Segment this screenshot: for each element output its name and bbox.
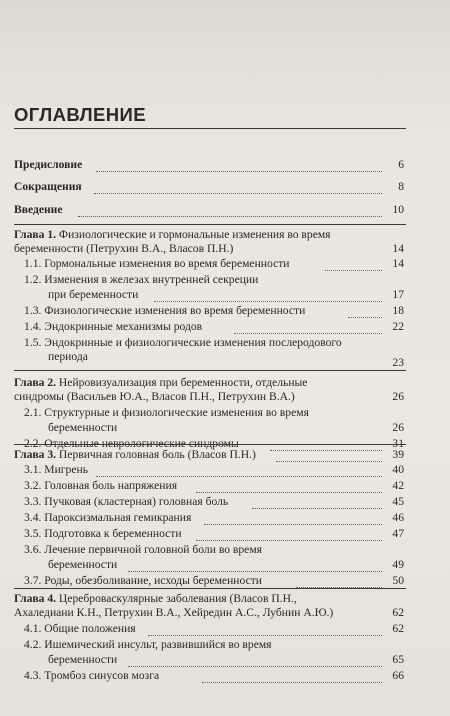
toc-entry-abbreviations[interactable] xyxy=(14,180,406,195)
entry-label: 3.6. Лечение первичной головной боли во время xyxy=(24,543,262,556)
dot-leader xyxy=(276,448,382,462)
page-number: 62 xyxy=(392,606,404,619)
entry-label: 3.1. Мигрень xyxy=(24,463,88,476)
dot-leader xyxy=(296,574,382,588)
dot-leader xyxy=(96,158,382,172)
entry-label: 4.1. Общие положения xyxy=(24,622,136,635)
dot-leader xyxy=(78,203,382,217)
entry-label: Сокращения xyxy=(14,180,82,193)
entry-label: 4.3. Тромбоз синусов мозга xyxy=(24,669,160,682)
page-number: 6 xyxy=(398,158,404,171)
chapter-1-heading[interactable] xyxy=(14,228,406,243)
page-number: 14 xyxy=(392,242,404,255)
dot-leader xyxy=(234,320,382,334)
toc-entry-3-1[interactable] xyxy=(14,463,406,478)
dot-leader xyxy=(204,511,382,525)
chapter-2-heading-cont[interactable] xyxy=(14,390,406,405)
page-number: 42 xyxy=(392,479,404,492)
dot-leader xyxy=(252,495,382,509)
entry-label: 1.2. Изменения в железах внутренней секреции xyxy=(24,273,259,286)
entry-label: 1.1. Гормональные изменения во время беременности xyxy=(24,257,290,270)
chapter-3-heading[interactable] xyxy=(14,448,406,463)
chapter-title-line-2: синдромы (Васильев Ю.А., Власов П.Н., Петрухин В.А.) xyxy=(14,390,295,403)
toc-entry-2-1-cont[interactable] xyxy=(14,421,406,436)
page-number: 40 xyxy=(392,463,404,476)
page-number: 10 xyxy=(392,203,404,216)
page-number: 17 xyxy=(392,288,404,301)
dot-leader xyxy=(196,527,382,541)
toc-entry-introduction[interactable] xyxy=(14,203,406,218)
page-number: 62 xyxy=(392,622,404,635)
page-number: 31 xyxy=(392,437,404,450)
toc-entry-2-1[interactable] xyxy=(14,406,406,421)
page-number: 46 xyxy=(392,511,404,524)
section-divider xyxy=(14,370,406,371)
section-divider xyxy=(14,224,406,225)
entry-label-cont: при беременности xyxy=(48,288,139,301)
page-title: ОГЛАВЛЕНИЕ xyxy=(14,104,146,125)
chapter-title-line-1: Первичная головная боль (Власов П.Н.) xyxy=(56,448,256,461)
dot-leader xyxy=(148,622,382,636)
page-number: 23 xyxy=(392,356,404,369)
chapter-4-heading-cont[interactable] xyxy=(14,606,406,621)
entry-label: 3.3. Пучковая (кластерная) головная боль xyxy=(24,495,229,508)
page-number: 50 xyxy=(392,574,404,587)
dot-leader xyxy=(128,653,382,667)
chapter-number: Глава 3. xyxy=(14,448,57,461)
page-number: 45 xyxy=(392,495,404,508)
dot-leader xyxy=(196,479,382,493)
chapter-number: Глава 2. xyxy=(14,376,57,389)
chapter-title-line-1: Нейровизуализация при беременности, отдельные xyxy=(56,376,308,389)
entry-label: 4.2. Ишемический инсульт, развившийся во время xyxy=(24,638,272,651)
toc-entry-3-4[interactable] xyxy=(14,511,406,526)
toc-entry-4-2-cont[interactable] xyxy=(14,653,406,668)
toc-entry-1-1[interactable] xyxy=(14,257,406,272)
chapter-4-heading[interactable] xyxy=(14,592,406,607)
chapter-number: Глава 4. xyxy=(14,592,57,605)
page-number: 26 xyxy=(392,421,404,434)
toc-entry-1-3[interactable] xyxy=(14,304,406,319)
dot-leader xyxy=(348,304,382,318)
toc-entry-4-1[interactable] xyxy=(14,622,406,637)
chapter-title-line-2: Ахаледиани К.Н., Петрухин В.А., Хейредин А.С., Лубнин А.Ю.) xyxy=(14,606,334,619)
chapter-number: Глава 1. xyxy=(14,228,57,241)
toc-entry-preface[interactable] xyxy=(14,158,406,173)
page-number: 65 xyxy=(392,653,404,666)
dot-leader xyxy=(96,463,382,477)
entry-label: 1.5. Эндокринные и физиологические изменения послеродового xyxy=(24,336,342,349)
entry-label: 1.3. Физиологические изменения во время беременности xyxy=(24,304,306,317)
dot-leader xyxy=(154,288,382,302)
page-number: 39 xyxy=(392,448,404,461)
toc-entry-3-6-cont[interactable] xyxy=(14,558,406,573)
entry-label: 1.4. Эндокринные механизмы родов xyxy=(24,320,203,333)
toc-entry-4-3[interactable] xyxy=(14,669,406,684)
toc-entry-3-6[interactable] xyxy=(14,543,406,558)
section-divider xyxy=(14,588,406,589)
page-number: 8 xyxy=(398,180,404,193)
entry-label-cont: беременности xyxy=(48,558,118,571)
toc-entry-4-2[interactable] xyxy=(14,638,406,653)
dot-leader xyxy=(325,257,382,271)
page-number: 26 xyxy=(392,390,404,403)
chapter-title-line-1: Цереброваскулярные заболевания (Власов П.Н., xyxy=(56,592,297,605)
entry-label: Предисловие xyxy=(14,158,83,171)
toc-entry-1-4[interactable] xyxy=(14,320,406,335)
dot-leader xyxy=(94,180,382,194)
toc-entry-1-2[interactable] xyxy=(14,273,406,288)
toc-entry-3-7[interactable] xyxy=(14,574,406,589)
page-number: 22 xyxy=(392,320,404,333)
page-number: 49 xyxy=(392,558,404,571)
toc-entry-3-5[interactable] xyxy=(14,527,406,542)
entry-label-cont: периода xyxy=(48,350,88,363)
page-number: 18 xyxy=(392,304,404,317)
toc-entry-3-3[interactable] xyxy=(14,495,406,510)
toc-entry-1-5[interactable] xyxy=(14,336,406,351)
entry-label: 3.4. Пароксизмальная гемикрания xyxy=(24,511,192,524)
page-number: 14 xyxy=(392,257,404,270)
entry-label-cont: беременности xyxy=(48,653,118,666)
entry-label: Введение xyxy=(14,203,63,216)
entry-label: 3.5. Подготовка к беременности xyxy=(24,527,182,540)
page-number: 47 xyxy=(392,527,404,540)
dot-leader xyxy=(128,558,382,572)
entry-label: 2.1. Структурные и физиологические изменения во время xyxy=(24,406,309,419)
title-rule xyxy=(14,128,406,129)
chapter-title-line-2: беременности (Петрухин В.А., Власов П.Н.) xyxy=(14,242,234,255)
entry-label: 3.7. Роды, обезболивание, исходы беременности xyxy=(24,574,262,587)
chapter-title-line-1: Физиологические и гормональные изменения во время xyxy=(56,228,331,241)
dot-leader xyxy=(202,669,382,683)
toc-entry-1-5-cont[interactable] xyxy=(14,350,406,369)
chapter-1-heading-cont[interactable] xyxy=(14,242,406,257)
toc-entry-1-2-cont[interactable] xyxy=(14,288,406,303)
section-divider xyxy=(14,444,406,445)
entry-label: 2.2. Отдельные неврологические синдромы xyxy=(24,437,239,450)
page-number: 66 xyxy=(392,669,404,682)
entry-label-cont: беременности xyxy=(48,421,118,434)
chapter-2-heading[interactable] xyxy=(14,376,406,391)
entry-label: 3.2. Головная боль напряжения xyxy=(24,479,178,492)
toc-entry-3-2[interactable] xyxy=(14,479,406,494)
